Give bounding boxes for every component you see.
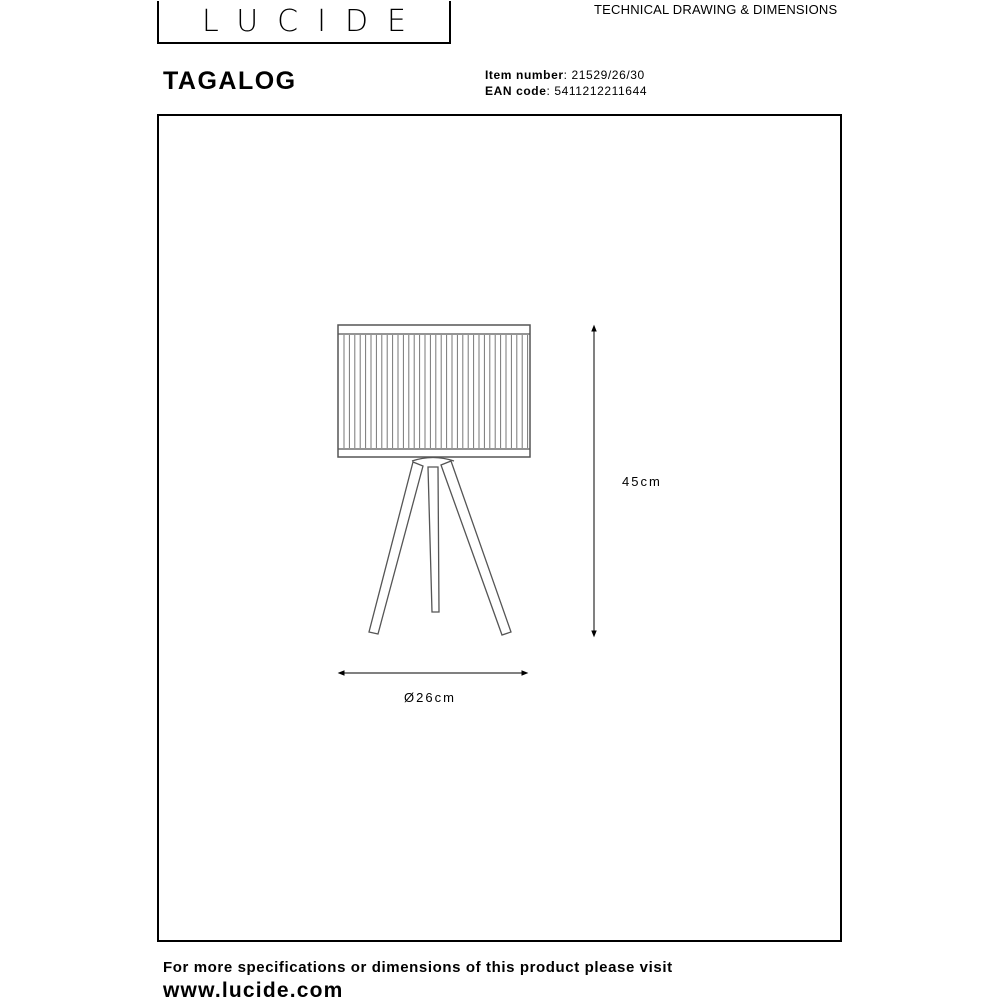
height-dimension-line xyxy=(592,326,596,636)
item-number-label: Item number xyxy=(485,68,564,82)
footer-website-link[interactable]: www.lucide.com xyxy=(163,979,344,1002)
shade-ribs xyxy=(344,335,528,448)
tripod-leg-left xyxy=(369,462,423,634)
tripod-hub xyxy=(412,458,454,462)
tripod-leg-right xyxy=(441,461,511,635)
brand-logo-text: LUCIDE xyxy=(201,4,426,39)
item-number-value: : 21529/26/30 xyxy=(563,68,645,82)
diameter-dimension-label: Ø26cm xyxy=(404,690,456,705)
tripod-base xyxy=(369,458,511,636)
footer-note: For more specifications or dimensions of this product please visit xyxy=(163,959,673,976)
document-type-title: TECHNICAL DRAWING & DIMENSIONS xyxy=(594,2,838,17)
ean-code-value: : 5411212211644 xyxy=(546,84,648,98)
tripod-leg-back xyxy=(428,467,439,612)
lamp-shade xyxy=(338,325,530,457)
ean-code-label: EAN code xyxy=(485,84,547,98)
product-name: TAGALOG xyxy=(163,67,297,95)
diameter-dimension-line xyxy=(339,671,527,675)
height-dimension-label: 45cm xyxy=(622,474,662,489)
shade-outline xyxy=(338,325,530,457)
